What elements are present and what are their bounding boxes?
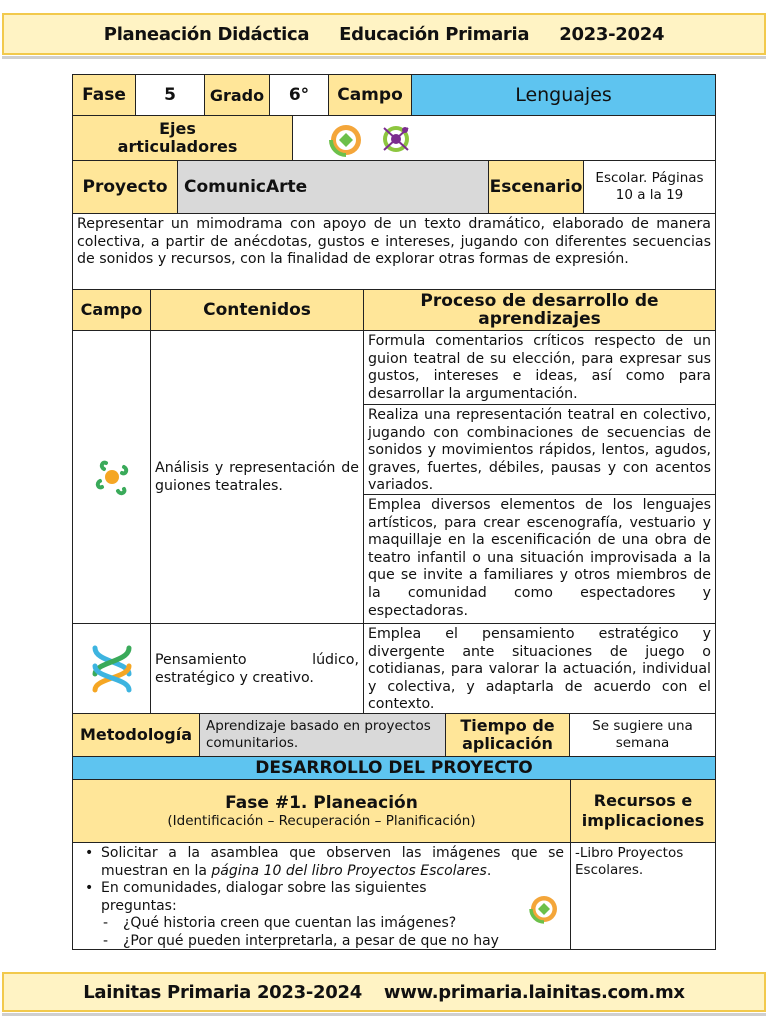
- pensamiento-icon: [89, 644, 135, 694]
- footer-left: Lainitas Primaria 2023-2024: [83, 981, 362, 1003]
- footer-banner: [2, 972, 766, 1012]
- header-left: Planeación Didáctica: [103, 23, 310, 45]
- ejes-label-text: Ejes articuladores: [117, 119, 238, 156]
- activity-item-2: • En comunidades, dialogar sobre las siguientes preguntas:: [79, 880, 564, 915]
- question-1: - ¿Qué historia creen que cuentan las imágenes?: [79, 915, 564, 933]
- campo-lenguajes-icon-cell: [72, 330, 151, 624]
- eje-artes-icon: [378, 122, 414, 156]
- contenidos-header: Contenidos: [150, 289, 364, 331]
- grado-value: 6°: [269, 74, 329, 116]
- proceso-header: Proceso de desarrollo de aprendizajes: [363, 289, 716, 331]
- campo-value: Lenguajes: [411, 74, 716, 116]
- activity-item-1: • Solicitar a la asamblea que observen las imágenes que se muestran en la página 10 del libro Proyectos Escolares.: [79, 845, 564, 880]
- project-description: Representar un mimodrama con apoyo de un texto dramático, elaborado de manera colectiva, a partir de anécdotas, gustos e intereses, jugando con diferentes secuencias de sonidos y recursos, con la finalidad de explorar otras formas de expresión.: [72, 213, 716, 290]
- tiempo-label: Tiempo de aplicación: [445, 713, 570, 757]
- header-banner: [2, 13, 766, 55]
- fase-label: Fase: [72, 74, 136, 116]
- eje-inclusion-icon: [327, 123, 367, 157]
- question-2: - ¿Por qué pueden interpretarla, a pesar de que no hay: [79, 933, 564, 951]
- pda-1-2: Realiza una representación teatral en colectivo, jugando con combinaciones de secuencias de sonidos y movimientos rápidos, lentos, agudos, graves, fuertes, débiles, pausas y con acentos variados.: [363, 404, 716, 495]
- pda-1-3: Emplea diversos elementos de los lenguajes artísticos, para crear escenografía, vestuario y maquillaje en la escenificación de una obra de teatro infantil o una situación improvisada a la que se invite a familiares y otros miembros de la comunidad como espectadores y espectadoras.: [363, 494, 716, 624]
- tiempo-value: Se sugiere una semana: [569, 713, 716, 757]
- fase-value: 5: [135, 74, 205, 116]
- fase1-title: Fase #1. Planeación: [225, 792, 418, 813]
- pda-2: Emplea el pensamiento estratégico y divergente ante situaciones de juego o cotidianas, para valorar la actuación, individual y colectiva, y adaptarla de acuerdo con el contexto.: [363, 623, 716, 714]
- ejes-label: [72, 115, 293, 161]
- pda-1-1: Formula comentarios críticos respecto de un guion teatral de su elección, para expresar sus gustos, intereses e ideas, así como para desarrollar la argumentación.: [363, 330, 716, 405]
- footer-right: www.primaria.lainitas.com.mx: [383, 981, 685, 1003]
- escenario-label: Escenario: [488, 160, 584, 214]
- proyecto-label: Proyecto: [72, 160, 178, 214]
- campo-header: Campo: [72, 289, 151, 331]
- metodologia-label: Metodología: [72, 713, 200, 757]
- header-center: Educación Primaria: [339, 23, 530, 45]
- recursos-value: -Libro Proyectos Escolares.: [570, 842, 716, 950]
- eje-inclusion-small-icon: [527, 893, 561, 925]
- proyecto-value: ComunicArte: [177, 160, 489, 214]
- fase1-activities: [72, 842, 571, 950]
- desarrollo-title: DESARROLLO DEL PROYECTO: [72, 756, 716, 780]
- header-shadow: [2, 56, 766, 59]
- grado-label: Grado: [204, 74, 270, 116]
- recursos-label: Recursos e implicaciones: [570, 779, 716, 843]
- campo-saberes-icon-cell: [72, 623, 151, 714]
- lenguajes-icon: [92, 457, 132, 497]
- planning-document: [72, 74, 716, 954]
- contenido-1: Análisis y representación de guiones teatrales.: [150, 330, 364, 624]
- footer-shadow: [2, 1013, 766, 1016]
- metodologia-value: Aprendizaje basado en proyectos comunitarios.: [199, 713, 446, 757]
- campo-label: Campo: [328, 74, 412, 116]
- fase1-subtitle: (Identificación – Recuperación – Planificación): [167, 812, 476, 829]
- fase1-header: [72, 779, 571, 843]
- escenario-value: Escolar. Páginas 10 a la 19: [583, 160, 716, 214]
- header-right: 2023-2024: [559, 23, 665, 45]
- contenido-2: Pensamiento lúdico, estratégico y creativo.: [150, 623, 364, 714]
